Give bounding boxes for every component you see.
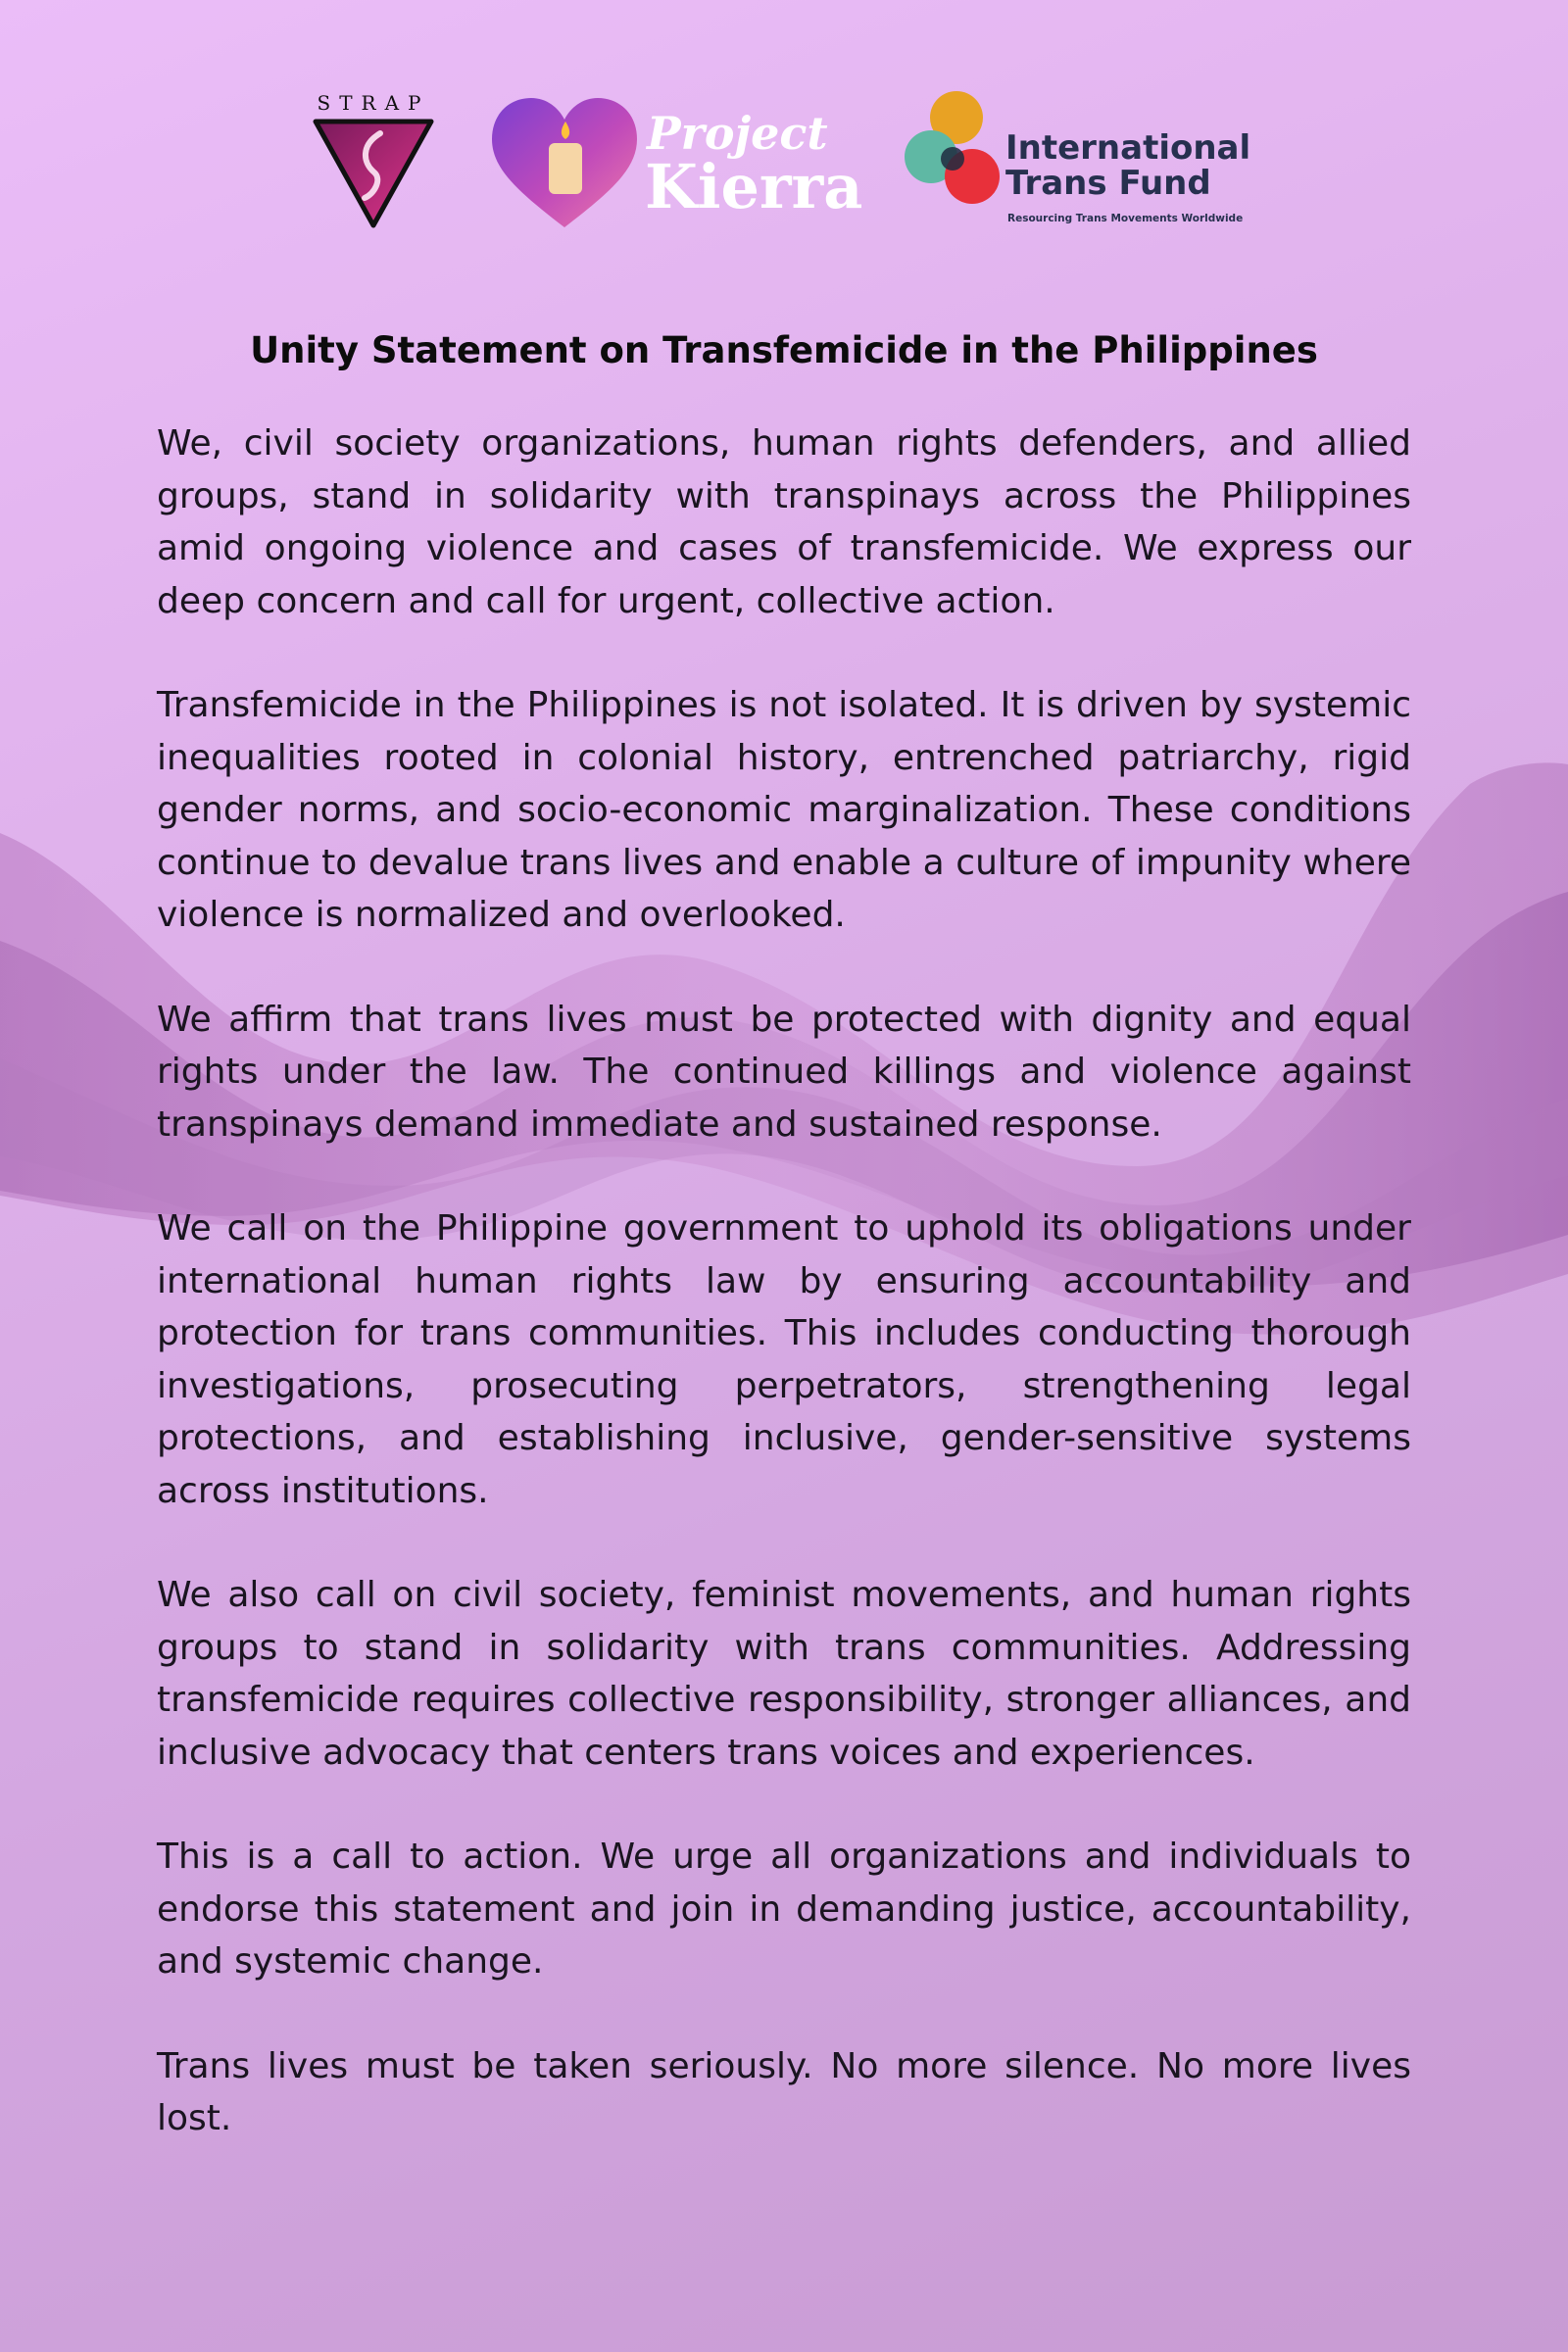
paragraph-solidarity: We, civil society organizations, human rights defenders, and allied groups, stand in solidarity with transpinays across the Philippines amid ongoing violence and cases of transfemicide. We express our deep concern and call for urgent, collective action.	[157, 423, 1411, 621]
paragraph-affirmation: We affirm that trans lives must be protected with dignity and equal rights under the law. The continued killings and violence against transpinays demand immediate and sustained response.	[157, 999, 1411, 1145]
paragraph-government-call: We call on the Philippine government to uphold its obligations under international human rights law by ensuring accountability and protection for trans communities. This includes conducting thorough investigations, prosecuting perpetrators, strengthening legal protections, and establishing inclusive, gender-sensitive systems across institutions.	[157, 1208, 1411, 1511]
logo-bar	[0, 88, 1568, 245]
paragraph-closing: Trans lives must be taken seriously. No more silence. No more lives lost.	[157, 2045, 1411, 2138]
paragraph-civil-society-call: We also call on civil society, feminist movements, and human rights groups to stand in solidarity with trans communities. Addressing transfemicide requires collective responsibility, stronger alliances, and inclusive advocacy that centers trans voices and experiences.	[157, 1575, 1411, 1773]
kierra-line2: Kierra	[645, 151, 863, 222]
statement-body	[157, 417, 1411, 2197]
paragraph-call-to-action: This is a call to action. We urge all organizations and individuals to endorse this statement and join in demanding justice, accountability, and systemic change.	[157, 1837, 1411, 1982]
strap-logo	[310, 88, 437, 235]
itf-line2: Trans Fund	[1005, 164, 1211, 203]
strap-wordmark: STRAP	[317, 91, 430, 115]
statement-title: Unity Statement on Transfemicide in the Philippines	[250, 329, 1318, 371]
project-kierra-logo	[488, 88, 880, 235]
paragraph-systemic-causes: Transfemicide in the Philippines is not isolated. It is driven by systemic inequalities rooted in colonial history, entrenched patriarchy, rigid gender norms, and socio-economic marginalization. These conditions continue to devalue trans lives and enable a culture of impunity where violence is normalized and overlooked.	[157, 685, 1411, 935]
kierra-line1: Project	[647, 107, 828, 160]
itf-line1: International	[1005, 128, 1251, 168]
candle-icon	[549, 143, 582, 194]
international-trans-fund-logo	[902, 88, 1254, 235]
itf-tagline: Resourcing Trans Movements Worldwide	[1007, 213, 1244, 224]
